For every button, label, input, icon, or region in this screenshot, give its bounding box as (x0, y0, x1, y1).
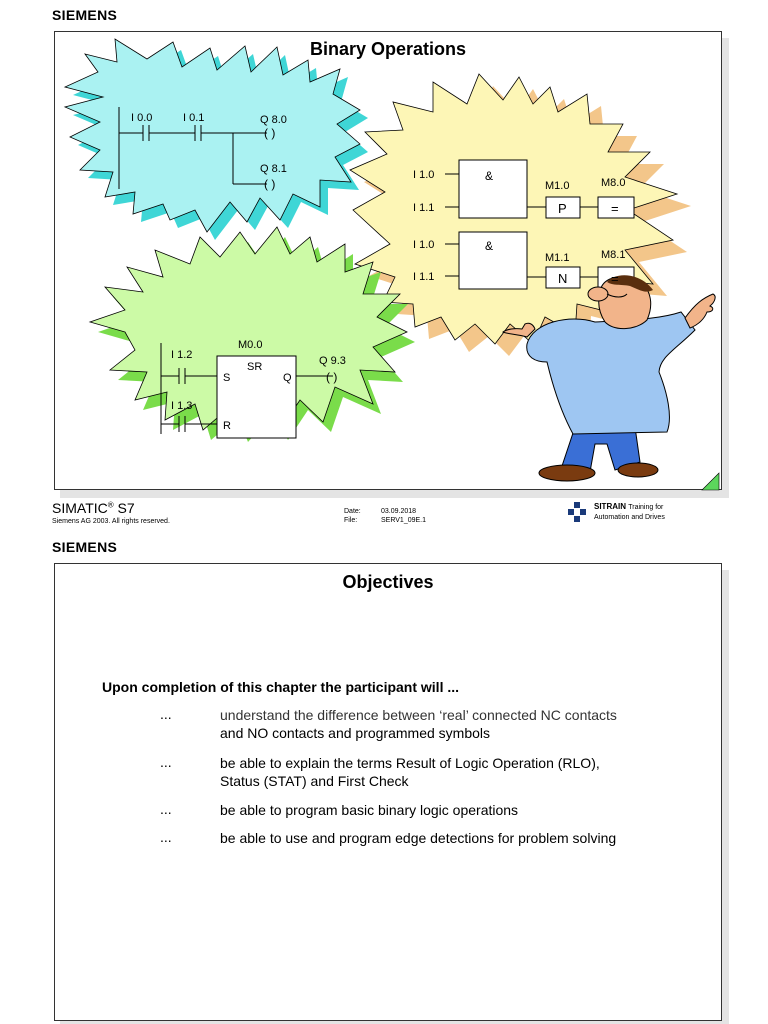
edge-p-box: P (558, 201, 567, 216)
contact-label-1: I 0.0 (131, 112, 153, 124)
marker-m81: M8.1 (601, 249, 626, 261)
sitrain-logo-icon (566, 501, 588, 523)
slide-title-1: Binary Operations (309, 39, 467, 59)
fbd-input-1: I 1.0 (413, 169, 435, 181)
assign-2: = (611, 271, 619, 286)
objective-text: understand the difference between ‘real’ connected NC contacts and NO contacts and programmed symbols (220, 707, 617, 741)
footer-date-label: Date: (344, 508, 361, 515)
objective-text: be able to explain the terms Result of Logic Operation (RLO), Status (STAT) and First Check (220, 755, 600, 789)
slide-objectives (54, 563, 722, 1021)
sr-label: SR (247, 361, 263, 373)
page-corner-icon (702, 473, 719, 490)
siemens-logo-2: SIEMENS (52, 539, 118, 555)
coil-symbol-2: ( ) (264, 177, 276, 191)
footer-brand: SITRAIN Training for (594, 502, 664, 511)
coil-label-1: Q 8.0 (260, 114, 287, 126)
fbd-input-3: I 1.0 (413, 239, 435, 251)
slide-title-2: Objectives (342, 572, 434, 592)
coil-label-2: Q 8.1 (260, 163, 287, 175)
objective-dots: ... (160, 829, 172, 845)
ladder-burst (65, 39, 368, 240)
footer-file-label: File: (344, 517, 358, 524)
and-gate-1: & (485, 169, 494, 183)
footer-copyright: Siemens AG 2003. All rights reserved. (52, 518, 170, 525)
objectives-lead: Upon completion of this chapter the participant will ... (102, 679, 460, 695)
contact-label-2: I 0.1 (183, 112, 205, 124)
marker-m11: M1.1 (545, 252, 570, 264)
objective-text: be able to program basic binary logic operations (220, 802, 519, 818)
sr-output-pin: Q (283, 372, 292, 384)
assign-1: = (611, 201, 619, 216)
coil-symbol-1: ( ) (264, 126, 276, 140)
fbd-input-4: I 1.1 (413, 271, 435, 283)
footer-file-value: SERV1_09E.1 (381, 517, 427, 524)
sr-set-pin: S (223, 372, 231, 384)
footer-brand-line2: Automation and Drives (594, 514, 665, 521)
marker-m80: M8.0 (601, 177, 626, 189)
sr-coil-symbol: ( ) (326, 370, 338, 384)
slide-binary-operations (54, 31, 722, 490)
objective-text: be able to use and program edge detections for problem solving (220, 830, 617, 846)
sr-marker-label: M0.0 (238, 339, 263, 351)
objective-dots: ... (160, 754, 172, 770)
footer-product: SIMATIC® S7 (52, 500, 135, 516)
footer-date-value: 03.09.2018 (381, 508, 417, 515)
objective-dots: ... (160, 801, 172, 817)
and-gate-2: & (485, 239, 494, 253)
siemens-logo-1: SIEMENS (52, 7, 118, 23)
edge-n-box: N (558, 271, 568, 286)
sr-reset-pin: R (223, 420, 231, 432)
marker-m10: M1.0 (545, 180, 570, 192)
diagram-canvas (55, 32, 723, 491)
fbd-input-2: I 1.1 (413, 202, 435, 214)
sr-coil-label: Q 9.3 (319, 355, 346, 367)
objective-dots: ... (160, 706, 172, 722)
sr-input-1: I 1.2 (171, 349, 193, 361)
sr-input-2: I 1.3 (171, 400, 193, 412)
